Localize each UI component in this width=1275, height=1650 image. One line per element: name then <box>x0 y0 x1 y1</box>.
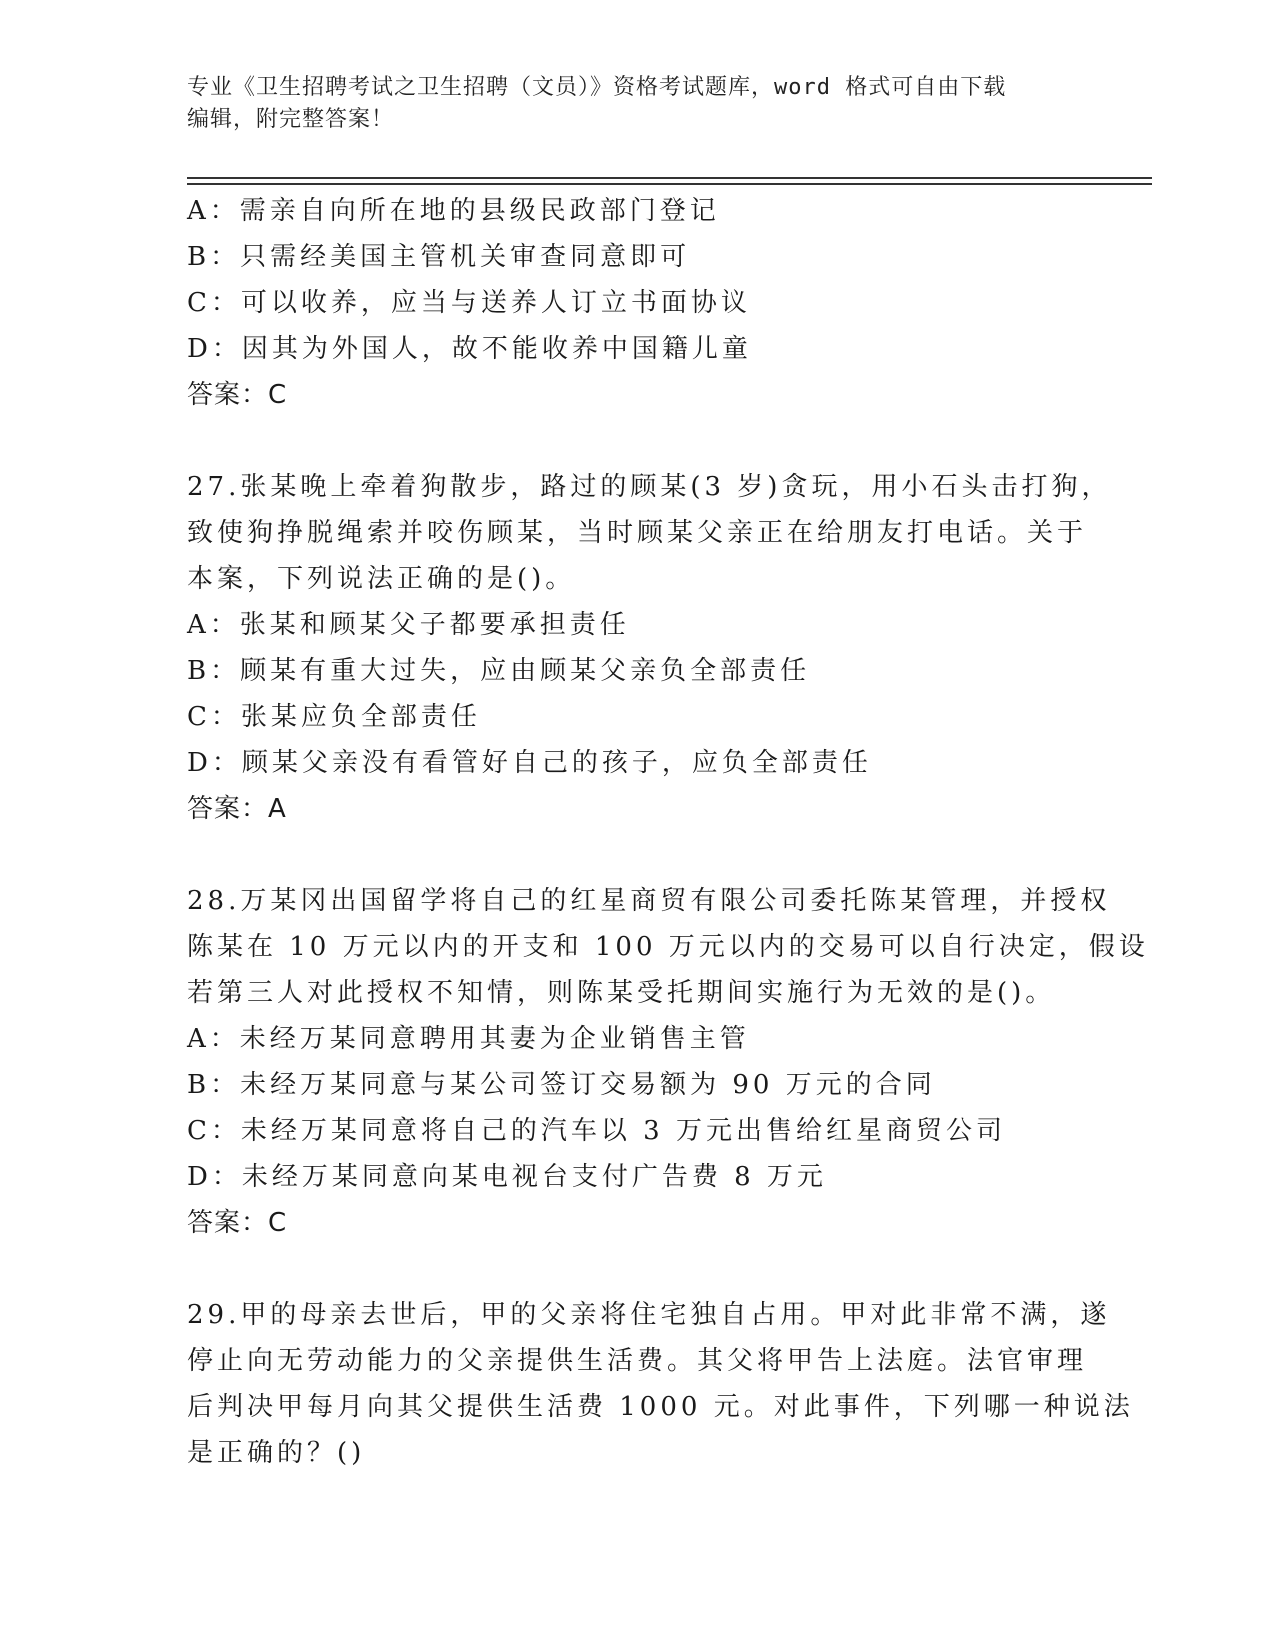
option-a: A：张某和顾某父子都要承担责任 <box>187 610 630 640</box>
question-stem-line: 停止向无劳动能力的父亲提供生活费。其父将甲告上法庭。法官审理 <box>187 1346 1088 1376</box>
question-stem-line: 28.万某冈出国留学将自己的红星商贸有限公司委托陈某管理，并授权 <box>187 886 1111 916</box>
option-b: B：未经万某同意与某公司签订交易额为 90 万元的合同 <box>187 1070 936 1100</box>
spacer <box>187 1246 1087 1292</box>
spacer <box>187 418 1087 464</box>
question-stem-line: 后判决甲每月向其父提供生活费 1000 元。对此事件，下列哪一种说法 <box>187 1392 1134 1422</box>
question-29 <box>187 1292 1134 1476</box>
option-a: A：需亲自向所在地的县级民政部门登记 <box>187 196 720 226</box>
answer: 答案：C <box>187 1208 288 1238</box>
question-28 <box>187 878 1149 1246</box>
question-26 <box>187 188 1087 418</box>
document-header <box>187 72 1077 136</box>
question-stem-line: 27.张某晚上牵着狗散步，路过的顾某(3 岁)贪玩，用小石头击打狗， <box>187 472 1112 502</box>
option-c: C：可以收养，应当与送养人订立书面协议 <box>187 288 751 318</box>
option-b: B：顾某有重大过失，应由顾某父亲负全部责任 <box>187 656 811 686</box>
question-stem-line: 若第三人对此授权不知情，则陈某受托期间实施行为无效的是()。 <box>187 978 1056 1008</box>
question-stem-line: 陈某在 10 万元以内的开支和 100 万元以内的交易可以自行决定，假设 <box>187 932 1149 962</box>
spacer <box>187 832 1087 878</box>
question-stem-line: 致使狗挣脱绳索并咬伤顾某，当时顾某父亲正在给朋友打电话。关于 <box>187 518 1088 548</box>
header-line-2: 编辑，附完整答案！ <box>187 107 395 132</box>
option-b: B：只需经美国主管机关审查同意即可 <box>187 242 691 272</box>
answer: 答案：A <box>187 794 287 824</box>
header-divider-bottom <box>187 183 1152 185</box>
option-d: D：顾某父亲没有看管好自己的孩子，应负全部责任 <box>187 748 872 778</box>
question-stem-line: 是正确的？() <box>187 1438 366 1468</box>
answer: 答案：C <box>187 380 288 410</box>
option-d: D：因其为外国人，故不能收养中国籍儿童 <box>187 334 752 364</box>
option-a: A：未经万某同意聘用其妻为企业销售主管 <box>187 1024 750 1054</box>
option-c: C：张某应负全部责任 <box>187 702 481 732</box>
option-c: C：未经万某同意将自己的汽车以 3 万元出售给红星商贸公司 <box>187 1116 1006 1146</box>
question-stem-line: 29.甲的母亲去世后，甲的父亲将住宅独自占用。甲对此非常不满，遂 <box>187 1300 1111 1330</box>
question-27 <box>187 464 1112 832</box>
question-stem-line: 本案，下列说法正确的是()。 <box>187 564 576 594</box>
header-divider-top <box>187 177 1152 179</box>
question-list <box>187 188 1149 1476</box>
option-d: D：未经万某同意向某电视台支付广告费 8 万元 <box>187 1162 827 1192</box>
header-line-1: 专业《卫生招聘考试之卫生招聘（文员）》资格考试题库，word 格式可自由下载 <box>187 75 1007 100</box>
